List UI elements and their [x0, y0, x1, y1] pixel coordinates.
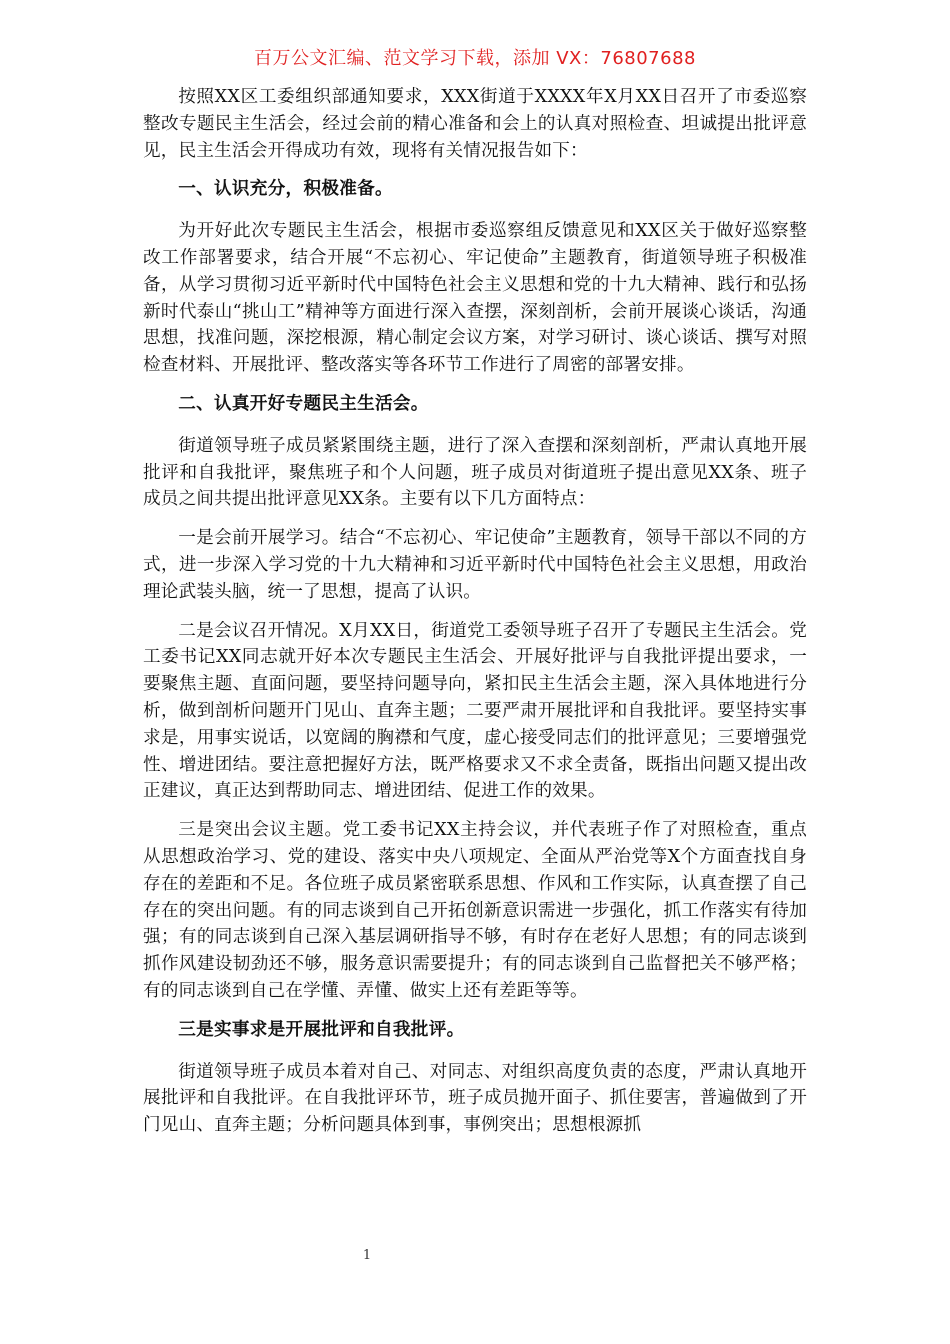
section-heading-2: 二、认真开好专题民主生活会。 — [178, 393, 429, 414]
point-3-paragraph: 三是突出会议主题。党工委书记XX主持会议，并代表班子作了对照检查，重点从思想政治学习、党的建设、落实中央八项规定、全面从严治党等X个方面查找自身存在的差距和不足。各位班子成员紧密联系思想、作风和工作实际，认真查摆了自己存在的突出问题。有的同志谈到自己开拓创新意识需进一步强化，抓工作落实有待加强；有的同志谈到自己深入基层调研指导不够，有时存在老好人思想；有的同志谈到抓作风建设韧劲还不够，服务意识需要提升；有的同志谈到自己监督把关不够严格；有的同志谈到自己在学懂、弄懂、做实上还有差距等等。 — [143, 820, 807, 1001]
point-1-paragraph: 一是会前开展学习。结合“不忘初心、牢记使命”主题教育，领导干部以不同的方式，进一步深入学习党的十九大精神和习近平新时代中国特色社会主义思想，用政治理论武装头脑，统一了思想，提高了认识。 — [143, 528, 807, 602]
section-1-paragraph: 为开好此次专题民主生活会，根据市委巡察组反馈意见和XX区关于做好巡察整改工作部署要求，结合开展“不忘初心、牢记使命”主题教育，街道领导班子积极准备，从学习贯彻习近平新时代中国特色社会主义思想和党的十九大精神、践行和弘扬新时代泰山“挑山工”精神等方面进行深入查摆，深刻剖析，会前开展谈心谈话，沟通思想，找准问题，深挖根源，精心制定会议方案，对学习研讨、谈心谈话、撰写对照检查材料、开展批评、整改落实等各环节工作进行了周密的部署安排。 — [143, 221, 807, 376]
point-2-paragraph: 二是会议召开情况。X月XX日，街道党工委领导班子召开了专题民主生活会。党工委书记XX同志就开好本次专题民主生活会、开展好批评与自我批评提出要求，一要聚焦主题、直面问题，要坚持问题导向，紧扣民主生活会主题，深入具体地进行分析，做到剖析问题开门见山、直奔主题；二要严肃开展批评和自我批评。要坚持实事求是，用事实说话，以宽阔的胸襟和气度，虚心接受同志们的批评意见；三要增强党性、增进团结。要注意把握好方法，既严格要求又不求全责备，既指出问题又提出改正建议，真正达到帮助同志、增进团结、促进工作的效果。 — [143, 620, 807, 802]
document-body — [143, 84, 807, 1151]
section-2-paragraph: 街道领导班子成员紧紧围绕主题，进行了深入查摆和深刻剖析，严肃认真地开展批评和自我批评，聚焦班子和个人问题，班子成员对街道班子提出意见XX条、班子成员之间共提出批评意见XX条。主要有以下几方面特点： — [143, 435, 807, 510]
watermark-header: 百万公文汇编、范文学习下载，添加 VX：76807688 — [254, 48, 696, 69]
page-number: 1 — [362, 1248, 372, 1263]
section-heading-1: 一、认识充分，积极准备。 — [178, 179, 393, 200]
intro-paragraph: 按照XX区工委组织部通知要求，XXX街道于XXXX年X月XX日召开了市委巡察整改专题民主生活会，经过会前的精心准备和会上的认真对照检查、坦诚提出批评意见，民主生活会开得成功有效，现将有关情况报告如下： — [143, 87, 807, 161]
section-3-paragraph: 街道领导班子成员本着对自己、对同志、对组织高度负责的态度，严肃认真地开展批评和自我批评。在自我批评环节，班子成员抛开面子、抓住要害，普遍做到了开门见山、直奔主题；分析问题具体到事，事例突出；思想根源抓 — [143, 1061, 807, 1136]
section-heading-3: 三是实事求是开展批评和自我批评。 — [178, 1019, 465, 1040]
